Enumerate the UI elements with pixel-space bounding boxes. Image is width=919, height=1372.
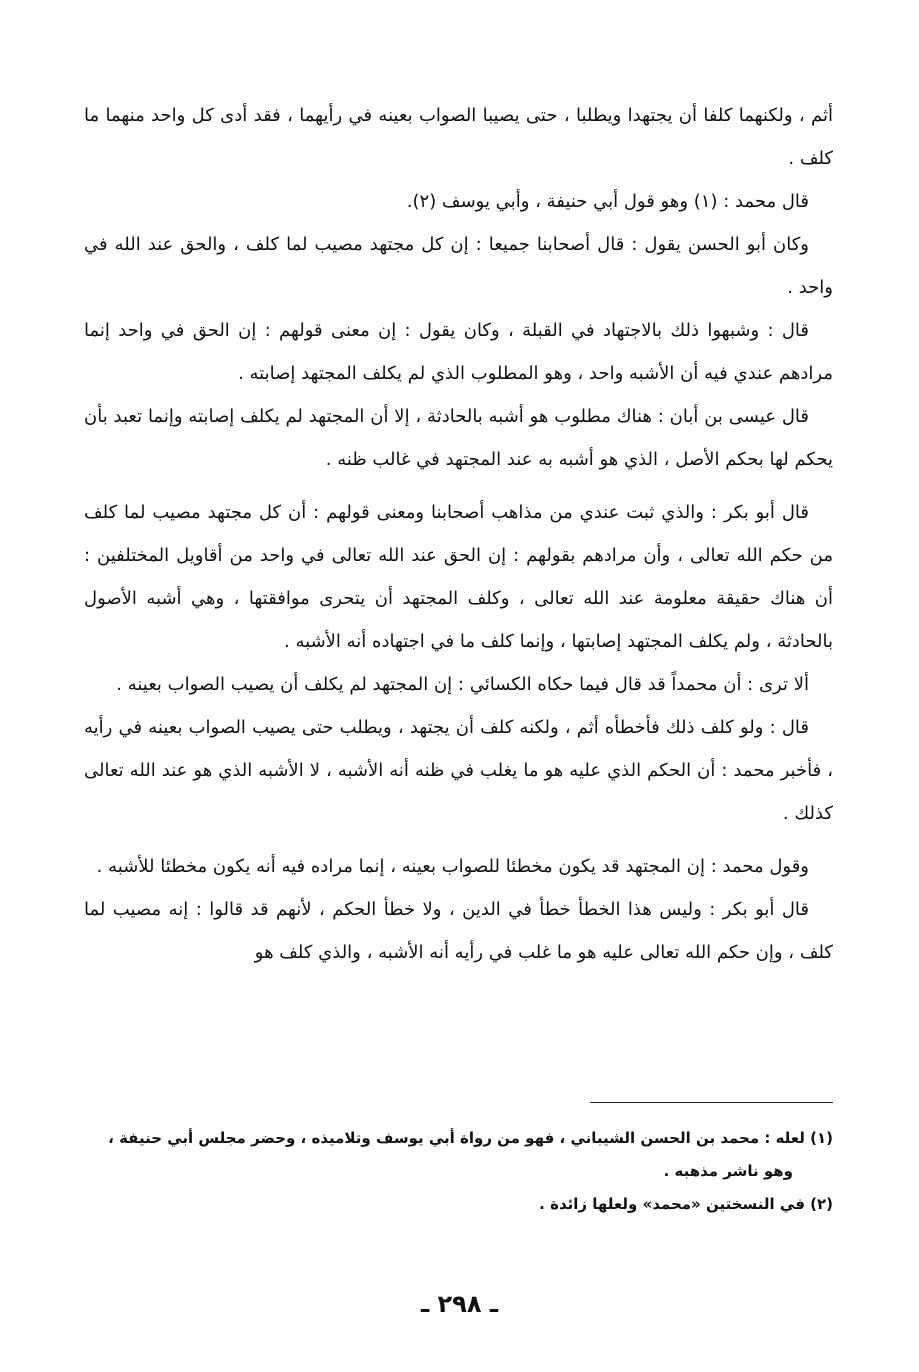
footnote-divider [590,1102,833,1103]
paragraph-7: ألا ترى : أن محمداً قد قال فيما حكاه الكسائي : إن المجتهد لم يكلف أن يصيب الصواب بعينه . [116,674,809,695]
paragraph-2: قال محمد : (١) وهو قول أبي حنيفة ، وأبي يوسف (٢). [406,191,809,212]
paragraph-6: قال أبو بكر : والذي ثبت عندي من مذاهب أصحابنا ومعنى قولهم : أن كل مجتهد مصيب لما كلف من حكم الله تعالى ، وأن مرادهم بقولهم : إن الحق عند الله تعالى في واحد من أقاويل المختلفين : أن هناك حقيقة معلومة عند الله تعالى ، وكلف المجتهد أن يتحرى موافقتها ، وهي أشبه الأصول بالحادثة ، ولم يكلف المجتهد إصابتها ، وإنما كلف ما في اجتهاده أنه الأشبه . [84,502,833,652]
footnotes [84,1122,833,1221]
paragraph-10: قال أبو بكر : وليس هذا الخطأ خطأ في الدين ، ولا خطأ الحكم ، لأنهم قد قالوا : إنه مصيب لما كلف ، وإن حكم الله تعالى عليه هو ما غلب في رأيه أنه الأشبه ، والذي كلف هو [84,899,833,963]
paragraph-3: وكان أبو الحسن يقول : قال أصحابنا جميعا : إن كل مجتهد مصيب لما كلف ، والحق عند الله في واحد . [84,234,833,298]
paragraph-5: قال عيسى بن أبان : هناك مطلوب هو أشبه بالحادثة ، إلا أن المجتهد لم يكلف إصابته وإنما تعبد بأن يحكم لها بحكم الأصل ، الذي هو أشبه به عند المجتهد في غالب ظنه . [84,406,833,470]
paragraph-9: وقول محمد : إن المجتهد قد يكون مخطئا للصواب بعينه ، إنما مراده فيه أنه يكون مخطئا للأشبه . [96,856,809,877]
main-text [84,94,833,974]
paragraph-8: قال : ولو كلف ذلك فأخطأه أثم ، ولكنه كلف أن يجتهد ، ويطلب حتى يصيب الصواب بعينه في رأيه ، فأخبر محمد : أن الحكم الذي عليه هو ما يغلب في ظنه أنه الأشبه ، لا الأشبه الذي هو عند الله تعالى كذلك . [84,717,833,824]
page-number: ـ ٢٩٨ ـ [420,1290,499,1318]
paragraph-4: قال : وشبهوا ذلك بالاجتهاد في القبلة ، وكان يقول : إن معنى قولهم : إن الحق في واحد إنما مرادهم عندي فيه أن الأشبه واحد ، وهو المطلوب الذي لم يكلف المجتهد إصابته . [84,320,833,384]
paragraph-1: أثم ، ولكنهما كلفا أن يجتهدا ويطلبا ، حتى يصيبا الصواب بعينه في رأيهما ، فقد أدى كل واحد منهما ما كلف . [84,105,833,169]
footnote-2: (٢) في النسختين «محمد» ولعلها زائدة . [539,1195,833,1213]
footnote-1: (١) لعله : محمد بن الحسن الشيباني ، فهو من رواة أبي يوسف وتلاميذه ، وحضر مجلس أبي حنيفة ، وهو ناشر مذهبه . [108,1129,833,1180]
